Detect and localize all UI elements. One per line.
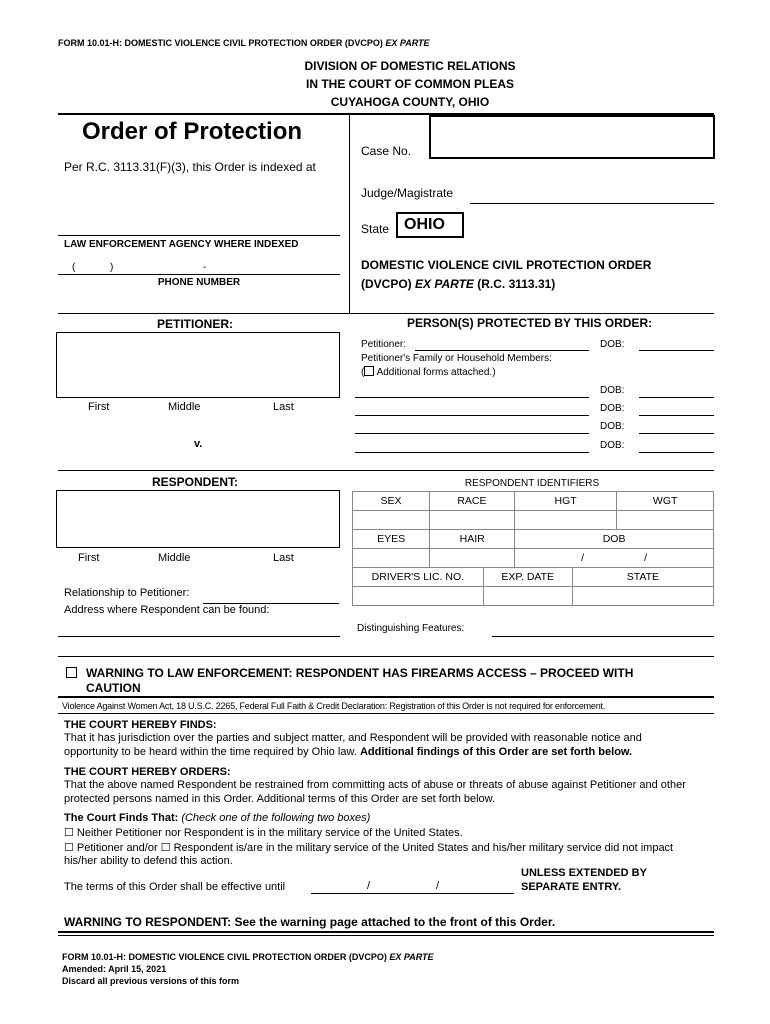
footer-form-line: FORM 10.01-H: DOMESTIC VIOLENCE CIVIL PROTECTION ORDER (DVCPO) EX PARTE: [62, 952, 434, 962]
identifiers-row-1: [352, 491, 714, 530]
hair-header: HAIR: [430, 530, 515, 549]
wgt-header: WGT: [617, 492, 714, 511]
footer-rule-1: [58, 931, 714, 933]
phone-line[interactable]: [58, 274, 340, 275]
petitioner-name-box[interactable]: [56, 332, 340, 398]
agency-label: LAW ENFORCEMENT AGENCY WHERE INDEXED: [64, 239, 299, 250]
sex-cell[interactable]: [353, 511, 430, 530]
case-number-box[interactable]: [429, 115, 715, 159]
footer-amended: Amended: April 15, 2021: [62, 964, 167, 974]
court-finds-line: The Court Finds That: (Check one of the following two boxes): [64, 812, 371, 824]
phone-area-open: (: [72, 262, 76, 273]
hair-cell[interactable]: [430, 549, 515, 568]
additional-forms-checkbox[interactable]: [364, 366, 374, 376]
warning-le-line2: CAUTION: [86, 681, 141, 695]
protected-label: PERSON(S) PROTECTED BY THIS ORDER:: [407, 316, 653, 330]
agency-line[interactable]: [58, 235, 340, 236]
additional-forms: ( Additional forms attached.): [361, 367, 496, 378]
eyes-cell[interactable]: [353, 549, 430, 568]
member-line-1[interactable]: [355, 397, 589, 398]
dob-line-4[interactable]: [639, 433, 714, 434]
identifiers-row-3: [352, 567, 714, 606]
court-county: CUYAHOGA COUNTY, OHIO: [330, 95, 490, 109]
firearms-checkbox[interactable]: [66, 667, 77, 678]
phone-label: PHONE NUMBER: [157, 277, 241, 288]
features-label: Distinguishing Features:: [357, 623, 465, 634]
finds-line2: opportunity to be heard within the time required by Ohio law. Additional findings of this Order are set forth below.: [64, 746, 633, 758]
warning-rule: [58, 656, 714, 657]
race-cell[interactable]: [429, 511, 514, 530]
dob-label-1: DOB:: [600, 339, 625, 350]
member-line-3[interactable]: [355, 433, 589, 434]
dob-header: DOB: [515, 530, 714, 549]
column-divider: [349, 114, 350, 314]
indexed-text: Per R.C. 3113.31(F)(3), this Order is indexed at: [64, 160, 316, 174]
footer-discard: Discard all previous versions of this form: [62, 976, 240, 986]
finds-line1: That it has jurisdiction over the parties and subject matter, and Respondent will be provided with reasonable notice and: [64, 732, 642, 744]
exp-header: EXP. DATE: [483, 568, 572, 587]
state-cell[interactable]: [572, 587, 713, 606]
dob-label-5: DOB:: [600, 440, 625, 451]
order-type-line1: DOMESTIC VIOLENCE CIVIL PROTECTION ORDER: [361, 258, 652, 272]
petitioner-first-label: First: [88, 401, 110, 413]
orders-heading: THE COURT HEREBY ORDERS:: [64, 766, 231, 778]
order-title: Order of Protection: [82, 118, 303, 145]
military-option-1[interactable]: ☐ Neither Petitioner nor Respondent is in the military service of the United States.: [64, 827, 463, 839]
footer-rule-2: [58, 935, 714, 936]
petitioner-label: PETITIONER:: [157, 317, 234, 331]
versus: v.: [194, 438, 203, 450]
effective-label: The terms of this Order shall be effective until: [64, 881, 286, 893]
state-value: OHIO: [396, 212, 464, 238]
hgt-header: HGT: [514, 492, 616, 511]
court-name: IN THE COURT OF COMMON PLEAS: [306, 77, 514, 91]
identifiers-row-2: [352, 529, 714, 568]
orders-line1: That the above named Respondent be restrained from committing acts of abuse or threats of abuse against Petitioner and other: [64, 779, 686, 791]
drivers-header: DRIVER'S LIC. NO.: [353, 568, 484, 587]
identifiers-title: RESPONDENT IDENTIFIERS: [464, 478, 600, 489]
hgt-cell[interactable]: [514, 511, 616, 530]
section-rule: [58, 313, 714, 314]
vawa-bottom-rule: [58, 713, 714, 714]
sex-header: SEX: [353, 492, 430, 511]
state-label: State: [361, 222, 390, 236]
relationship-label: Relationship to Petitioner:: [64, 587, 190, 599]
finds-heading: THE COURT HEREBY FINDS:: [64, 719, 217, 731]
dob-line-2[interactable]: [639, 397, 714, 398]
family-label: Petitioner's Family or Household Members:: [361, 353, 552, 364]
features-line[interactable]: [492, 636, 714, 637]
petitioner-protected-line[interactable]: [415, 350, 589, 351]
exp-cell[interactable]: [483, 587, 572, 606]
court-division: DIVISION OF DOMESTIC RELATIONS: [304, 59, 516, 73]
member-line-4[interactable]: [355, 452, 589, 453]
phone-dash: -: [203, 262, 207, 273]
dob-cell[interactable]: / /: [515, 549, 714, 568]
wgt-cell[interactable]: [617, 511, 714, 530]
respondent-label: RESPONDENT:: [152, 475, 239, 489]
military-option-2[interactable]: ☐ Petitioner and/or ☐ Respondent is/are in the military service of the United States and his/her military service did not impact: [64, 842, 674, 854]
unless-line2: SEPARATE ENTRY.: [521, 881, 622, 893]
dob-label-2: DOB:: [600, 385, 625, 396]
address-line[interactable]: [58, 636, 340, 637]
address-label: Address where Respondent can be found:: [64, 604, 270, 616]
dob-line-1[interactable]: [639, 350, 714, 351]
race-header: RACE: [429, 492, 514, 511]
vawa-text: Violence Against Women Act, 18 U.S.C. 2265, Federal Full Faith & Credit Declaration: Registration of this Order is not required for enforcement.: [62, 701, 606, 711]
respondent-name-box[interactable]: [56, 490, 340, 548]
respondent-rule: [58, 470, 714, 471]
member-line-2[interactable]: [355, 415, 589, 416]
judge-label: Judge/Magistrate: [361, 186, 454, 200]
date-slash-2: /: [436, 880, 440, 892]
respondent-first-label: First: [78, 552, 100, 564]
vawa-rule: [58, 696, 714, 698]
respondent-middle-label: Middle: [158, 552, 191, 564]
drivers-cell[interactable]: [353, 587, 484, 606]
petitioner-middle-label: Middle: [168, 401, 201, 413]
dob-line-5[interactable]: [639, 452, 714, 453]
dob-line-3[interactable]: [639, 415, 714, 416]
petitioner-last-label: Last: [273, 401, 294, 413]
unless-line1: UNLESS EXTENDED BY: [521, 867, 647, 879]
military-option-2-cont: his/her ability to defend this action.: [64, 855, 233, 867]
respondent-last-label: Last: [273, 552, 294, 564]
phone-area-close: ): [110, 262, 114, 273]
effective-date-line[interactable]: [311, 893, 514, 894]
judge-line[interactable]: [470, 203, 714, 204]
date-slash-1: /: [367, 880, 371, 892]
orders-line2: protected persons named in this Order. Additional terms of this Order are set forth below.: [64, 793, 496, 805]
dob-label-4: DOB:: [600, 421, 625, 432]
state-header: STATE: [572, 568, 713, 587]
case-no-label: Case No.: [361, 144, 412, 158]
warning-le-line1: WARNING TO LAW ENFORCEMENT: RESPONDENT HAS FIREARMS ACCESS – PROCEED WITH: [86, 666, 634, 680]
warning-respondent: WARNING TO RESPONDENT: See the warning page attached to the front of this Order.: [64, 915, 556, 929]
eyes-header: EYES: [353, 530, 430, 549]
petitioner-small-label: Petitioner:: [361, 339, 407, 350]
dob-label-3: DOB:: [600, 403, 625, 414]
form-header: FORM 10.01-H: DOMESTIC VIOLENCE CIVIL PROTECTION ORDER (DVCPO) EX PARTE: [58, 38, 430, 48]
order-type-line2: (DVCPO) EX PARTE (R.C. 3113.31): [361, 277, 556, 291]
